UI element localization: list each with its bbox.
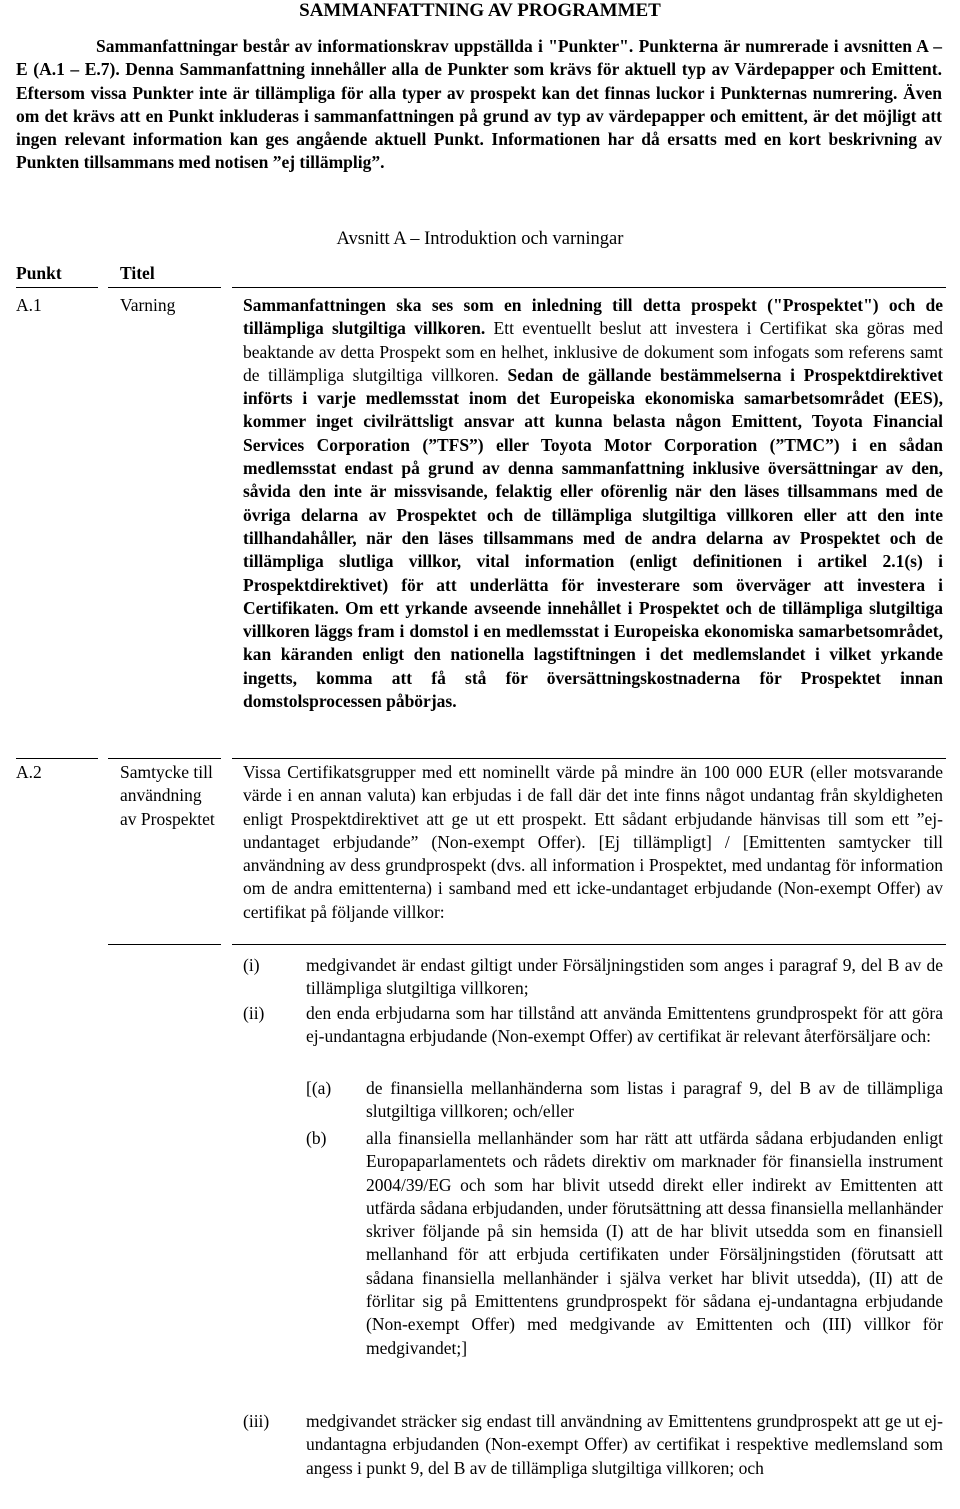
intro-text: Sammanfattningar består av informationskrav uppställda i "Punkter". Punkterna är numrerade i avsnitten A – E (A.1 – E.7). Denna Sammanfattning innehåller alla de Punkter som krävs för aktuell typ av Värdepapper och Emittent. Eftersom vissa Punkter inte är tillämpliga för alla typer av prospekt kan det finnas luckor i Punkternas numrering. Även om det krävs att en Punkt inkluderas i sammanfattningen på grund av typ av värdepapper och emittent, är det möjligt att ingen relevant information kan ges angående aktuell Punkt. Informationen har då ersatts med en kort beskrivning av Punkten tillsammans med notisen ”ej tillämplig”. (16, 36, 942, 173)
row-a1-punkt: A.1 (16, 295, 42, 315)
column-header-punkt: Punkt (16, 263, 62, 283)
intro-paragraph (16, 35, 942, 175)
item-label-ii: (ii) (243, 1003, 265, 1023)
row-a2-text: Vissa Certifikatsgrupper med ett nominellt värde på mindre än 100 000 EUR (eller motsvarande värde i en annan valuta) kan erbjudas i de fall där det inte finns något undantag från skyldigheten enligt Prospektdirektivet att ge ut ett prospekt. Ett sådant erbjudande hänvisas till som ett ”ej-undantaget erbjudande” (Non-exempt Offer). [Ej tillämpligt] / [Emittenten samtycker till användning av dess grundprospekt (dvs. all information i Prospektet, med undantag för information om de andra emittenterna) i samband med ett icke-undantaget erbjudande (Non-exempt Offer) av certifikat på följande villkor: (243, 762, 943, 922)
item-label-a: [(a) (306, 1078, 332, 1098)
item-text-b: alla finansiella mellanhänder som har rätt att utfärda sådana erbjudanden enligt Europaparlamentets och rådets direktiv om marknader för finansiella instrument 2004/39/EG och som har blivit utsedd direkt eller indirekt av Emittenten att utfärda sådana erbjudanden, under förutsättning att dessa finansiella mellanhänder skriver följande på sin hemsida (I) att de har blivit utsedda som en finansiell mellanhand för att erbjuda certifikaten under Försäljningstiden (förutsatt att sådana finansiella mellanhänder i själva verket har blivit utsedda), (II) att de förlitar sig på Emittentens grundprospekt för sådana ej-undantagna erbjudande (Non-exempt Offer) med medgivande av Emittenten och (III) villkor för medgivandet;] (366, 1128, 943, 1358)
row-a2-rule-titel (108, 944, 221, 945)
item-text-i: medgivandet är endast giltigt under Försäljningstiden som anges i paragraf 9, del B av de tillämpliga slutgiltiga villkoren; (306, 955, 943, 999)
item-text-ii: den enda erbjudarna som har tillstånd att använda Emittentens grundprospekt för att göra ej-undantagna erbjudande (Non-exempt Offer) av certifikat är relevant återförsäljare och: (306, 1003, 943, 1047)
header-rule-text (232, 287, 946, 288)
row-a1-rule-titel (108, 758, 221, 759)
column-header-titel: Titel (120, 263, 155, 283)
row-a2-punkt: A.2 (16, 762, 42, 782)
row-a1-text-part3: Sedan de gällande bestämmelserna i Prospektdirektivet införts i varje medlemsstat inom det Europeiska ekonomiska samarbetsområdet (EES), kommer inget civilrättsligt ansvar att kunna belasta någon Emittent, Toyota Financial Services Corporation (”TFS”) eller Toyota Motor Corporation (”TMC”) i en sådan medlemsstat endast på grund av denna sammanfattning inklusive översättningar av den, såvida den inte är missvisande, felaktig eller oförenlig när den läses tillsammans med de övriga delarna av Prospektet och de tillämpliga slutgiltiga villkoren eller att den inte tillhandahåller, när den läses tillsammans med de andra delarna av Prospektet och de tillämpliga slutliga villkor, vital information (enligt definitionen i artikel 2.1(s) i Prospektdirektivet) för att underlätta för investerare som överväger att investera i Certifikaten. Om ett yrkande avseende innehållet i Prospektet och de tillämpliga slutgiltiga villkoren läggs fram i domstol i en medlemsstat i Europeiska ekonomiska samarbetsområdet, kan käranden enligt den nationella lagstiftningen i det medlemslandet i vilket yrkande ingetts, komma att få stå för översättningskostnaderna för Prospektet innan domstolsprocessen påbörjas. (243, 364, 943, 712)
row-a2-titel: Samtycke till användning av Prospektet (120, 762, 215, 829)
document-title: SAMMANFATTNING AV PROGRAMMET (299, 0, 661, 21)
item-label-iii: (iii) (243, 1411, 270, 1431)
item-label-b: (b) (306, 1128, 327, 1148)
row-a1-text-part1: Sammanfattningen ska ses som en inledning till detta prospekt ("Prospektet") och de tillämpliga slutgiltiga villkoren. (243, 295, 943, 339)
item-text-iii: medgivandet sträcker sig endast till användning av Emittentens grundprospekt att ge ut ej-undantagna erbjudanden (Non-exempt Offer) av certifikat i respektive medlemsland som angess i punkt 9, del B av de tillämpliga slutgiltiga villkoren; och (306, 1411, 943, 1478)
row-a1-rule-text (232, 758, 946, 759)
header-rule-punkt (16, 287, 98, 288)
row-a1-text-part2: Ett eventuellt beslut att investera i Certifikat ska göras med beaktande av detta Prospekt som en helhet, inklusive de dokument som infogats som referens samt de tillämpliga slutgiltiga villkoren. (243, 318, 943, 385)
item-text-a: de finansiella mellanhänderna som listas i paragraf 9, del B av de tillämpliga slutgiltiga villkoren; och/eller (366, 1078, 943, 1122)
row-a1-titel: Varning (120, 295, 176, 315)
row-a2-rule-text (232, 944, 946, 945)
item-label-i: (i) (243, 955, 260, 975)
row-a1-text (243, 294, 943, 713)
row-a1-rule-punkt (16, 758, 98, 759)
header-rule-titel (108, 287, 221, 288)
section-heading: Avsnitt A – Introduktion och varningar (336, 229, 624, 249)
